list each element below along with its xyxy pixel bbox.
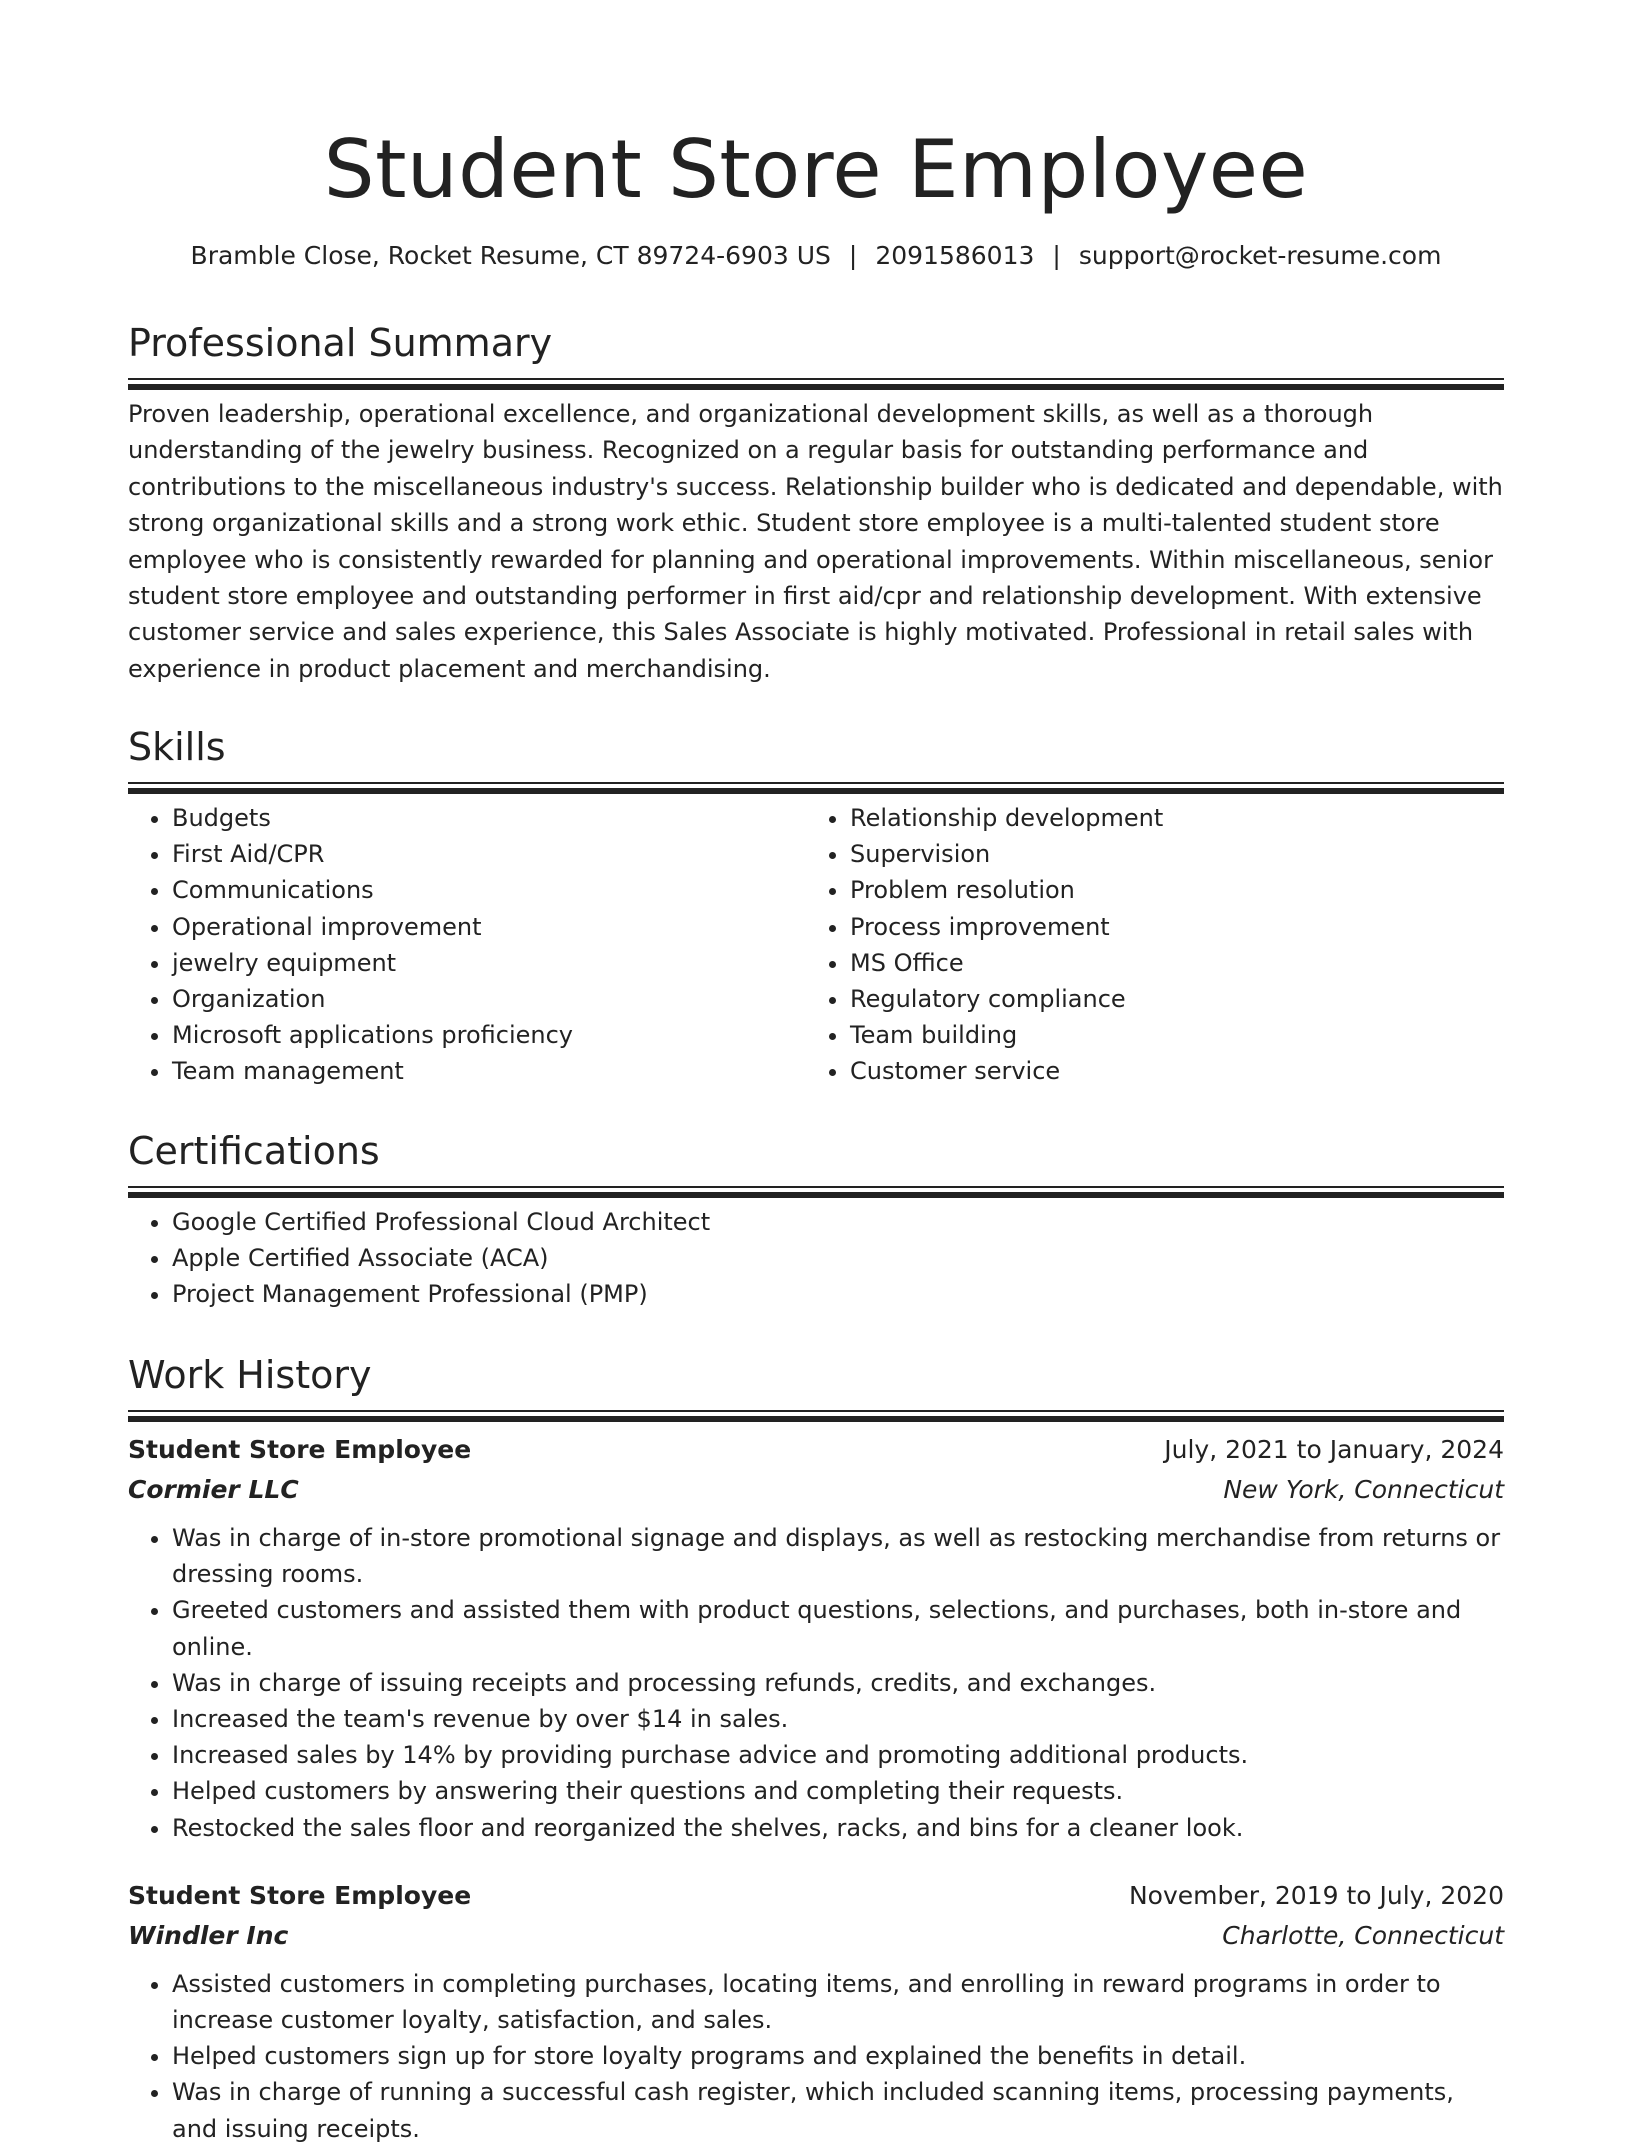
list-item: • Communications [172, 872, 806, 908]
email: support@rocket-resume.com [1078, 241, 1442, 270]
contact-line [128, 238, 1504, 274]
job-title: Student Store Employee [128, 1435, 472, 1464]
job-location: New York, Connecticut [1223, 1475, 1504, 1504]
list-item: • Supervision [850, 836, 1484, 872]
section-title: Professional Summary [128, 321, 553, 365]
list-item: • Process improvement [850, 909, 1484, 945]
candidate-name: Student Store Employee [323, 123, 1309, 216]
job-company: Windler Inc [128, 1920, 289, 1950]
section-divider [128, 782, 1504, 788]
list-item: • Increased the team's revenue by over $14 in sales. [172, 1701, 1504, 1737]
skills-column-left [128, 800, 806, 1090]
summary-section [128, 318, 1504, 687]
summary-text: Proven leadership, operational excellence, and organizational development skills, as well as a thorough understanding of the jewelry business. Recognized on a regular basis for outstanding performance and contributions to the miscellaneous industry's success. Relationship builder who is dedicated and dependable, with strong organizational skills and a strong work ethic. Student store employee is a multi-talented student store employee who is consistently rewarded for planning and operational improvements. Within miscellaneous, senior student store employee and outstanding performer in first aid/cpr and relationship development. With extensive customer service and sales experience, this Sales Associate is highly motivated. Professional in retail sales with experience in product placement and merchandising. [128, 400, 1503, 683]
section-divider [128, 1186, 1504, 1192]
list-item: • Google Certified Professional Cloud Architect [172, 1204, 1504, 1240]
list-item: • jewelry equipment [172, 945, 806, 981]
certifications-list [128, 1204, 1504, 1313]
list-item: • First Aid/CPR [172, 836, 806, 872]
section-title: Skills [128, 725, 226, 769]
list-item: • Helped customers by answering their questions and completing their requests. [172, 1773, 1504, 1809]
section-divider [128, 1410, 1504, 1416]
job-dates: November, 2019 to July, 2020 [1128, 1880, 1504, 1910]
list-item: • Operational improvement [172, 909, 806, 945]
section-title: Work History [128, 1353, 372, 1397]
job-bullets [128, 1520, 1504, 1846]
list-item: • Was in charge of issuing receipts and processing refunds, credits, and exchanges. [172, 1665, 1504, 1701]
section-divider [128, 378, 1504, 384]
job-company: Cormier LLC [128, 1475, 299, 1504]
list-item: • Apple Certified Associate (ACA) [172, 1240, 1504, 1276]
job-entry [128, 1876, 1504, 2147]
list-item: • Was in charge of running a successful cash register, which included scanning items, processing payments, and issuing receipts. [172, 2074, 1504, 2146]
address: Bramble Close, Rocket Resume, CT 89724-6903 US [190, 241, 831, 270]
list-item: • Was in charge of in-store promotional signage and displays, as well as restocking merchandise from returns or dressing rooms. [172, 1520, 1504, 1592]
list-item: • MS Office [850, 945, 1484, 981]
list-item: • Assisted customers in completing purchases, locating items, and enrolling in reward programs in order to increase customer loyalty, satisfaction, and sales. [172, 1966, 1504, 2038]
list-item: • Organization [172, 981, 806, 1017]
list-item: • Greeted customers and assisted them with product questions, selections, and purchases, both in-store and online. [172, 1592, 1504, 1664]
list-item: • Helped customers sign up for store loyalty programs and explained the benefits in detail. [172, 2038, 1504, 2074]
list-item: • Increased sales by 14% by providing purchase advice and promoting additional products. [172, 1737, 1504, 1773]
separator: | [848, 241, 858, 270]
separator: | [1052, 241, 1061, 270]
skills-list [128, 800, 1504, 1090]
list-item: • Microsoft applications proficiency [172, 1017, 806, 1053]
skills-section [128, 722, 1504, 1090]
job-title: Student Store Employee [128, 1880, 472, 1910]
list-item: • Team building [850, 1017, 1484, 1053]
phone: 2091586013 [875, 241, 1035, 270]
list-item: • Problem resolution [850, 872, 1484, 908]
work-history-section [128, 1350, 1504, 2147]
list-item: • Restocked the sales floor and reorganized the shelves, racks, and bins for a cleaner look. [172, 1810, 1504, 1846]
job-dates: July, 2021 to January, 2024 [1164, 1435, 1504, 1464]
section-title: Certifications [128, 1129, 380, 1173]
skills-column-right [806, 800, 1484, 1090]
job-entry [128, 1430, 1504, 1846]
certifications-section [128, 1126, 1504, 1313]
list-item: • Project Management Professional (PMP) [172, 1276, 1504, 1312]
list-item: • Customer service [850, 1053, 1484, 1089]
job-bullets [128, 1966, 1504, 2147]
job-location: Charlotte, Connecticut [1222, 1920, 1504, 1950]
list-item: • Regulatory compliance [850, 981, 1484, 1017]
list-item: • Relationship development [850, 800, 1484, 836]
list-item: • Budgets [172, 800, 806, 836]
list-item: • Team management [172, 1053, 806, 1089]
